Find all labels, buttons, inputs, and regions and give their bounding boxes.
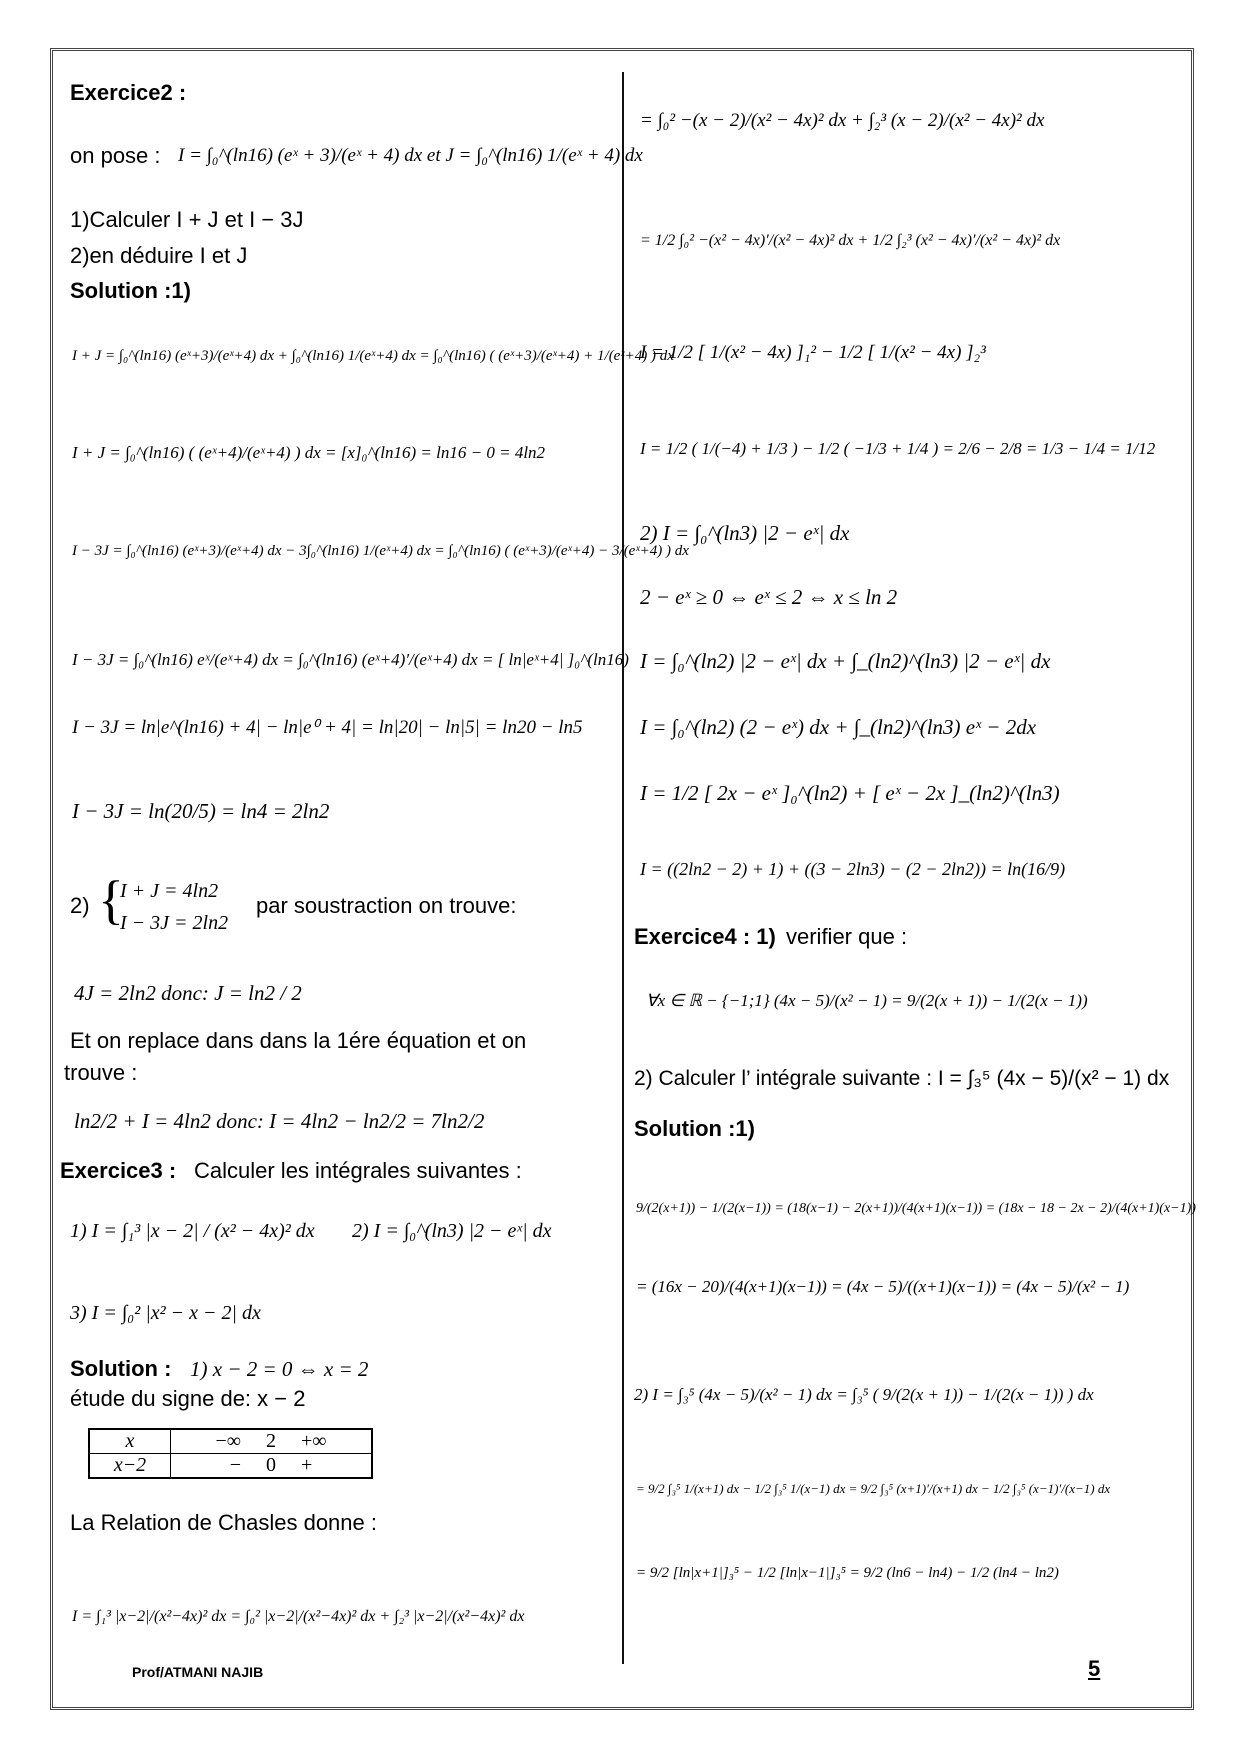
sign-table-x-values: −∞ 2 +∞ xyxy=(171,1429,373,1454)
exercise4-identity: ∀x ∈ ℝ − {−1;1} (4x − 5)/(x² − 1) = 9/(2(x + 1)) − 1/(2(x − 1)) xyxy=(646,991,1088,1010)
equation-i-plus-j-2: I + J = ∫₀^(ln16) ( (eˣ+4)/(eˣ+4) ) dx = [x]₀^(ln16) = ln16 − 0 = 4ln2 xyxy=(72,443,546,462)
sign-table-expr-values: − 0 + xyxy=(171,1454,373,1479)
right-equation-9: I = 1/2 [ 2x − eˣ ]₀^(ln2) + [ eˣ − 2x ]_(ln2)^(ln3) xyxy=(640,781,1060,805)
exercise4-title: Exercice4 : 1) xyxy=(634,924,776,949)
solution3-title: Solution : xyxy=(70,1356,172,1381)
exercise3-question-1: 1) I = ∫₁³ |x − 2| / (x² − 4x)² dx xyxy=(70,1220,315,1242)
exercise2-question-2: 2)en déduire I et J xyxy=(70,243,248,268)
right-equation-10: I = ((2ln2 − 2) + 1) + ((3 − 2ln3) − (2 − 2ln2)) = ln(16/9) xyxy=(640,859,1066,879)
right-equation-4: I = 1/2 ( 1/(−4) + 1/3 ) − 1/2 ( −1/3 + 1/4 ) = 2/6 − 2/8 = 1/3 − 1/4 = 1/12 xyxy=(640,439,1156,458)
exercise4-question-2: 2) Calculer l’ intégrale suivante : I = ∫₃⁵ (4x − 5)/(x² − 1) dx xyxy=(634,1067,1170,1090)
exercise3-question-2: 2) I = ∫₀^(ln3) |2 − eˣ| dx xyxy=(352,1220,552,1242)
equation-i-minus-3j-3: I − 3J = ln|e^(ln16) + 4| − ln|e⁰ + 4| = ln|20| − ln|5| = ln20 − ln5 xyxy=(72,717,583,738)
exercise4-text: verifier que : xyxy=(786,924,908,949)
replace-text-line-1: Et on replace dans dans la 1ére équation et on xyxy=(70,1028,527,1053)
equation-i-minus-3j-1: I − 3J = ∫₀^(ln16) (eˣ+3)/(eˣ+4) dx − 3∫₀^(ln16) 1/(eˣ+4) dx = ∫₀^(ln16) ( (eˣ+3)/(eˣ+4) − 3/(eˣ+4) ) dx xyxy=(72,543,689,559)
exercise2-pose-label: on pose : xyxy=(70,143,161,168)
right-equation-1: = ∫₀² −(x − 2)/(x² − 4x)² dx + ∫₂³ (x − 2)/(x² − 4x)² dx xyxy=(640,110,1045,131)
equation-i-minus-3j-4: I − 3J = ln(20/5) = ln4 = 2ln2 xyxy=(72,799,330,823)
right-equation-2: = 1/2 ∫₀² −(x² − 4x)′/(x² − 4x)² dx + 1/2 ∫₂³ (x² − 4x)′/(x² − 4x)² dx xyxy=(640,232,1061,249)
right-equation-13: 2) I = ∫₃⁵ (4x − 5)/(x² − 1) dx = ∫₃⁵ ( 9/(2(x + 1)) − 1/(2(x − 1)) ) dx xyxy=(634,1385,1094,1404)
equation-i-value: ln2/2 + I = 4ln2 donc: I = 4ln2 − ln2/2 = 7ln2/2 xyxy=(74,1109,485,1133)
footer-page-number: 5 xyxy=(1088,1656,1101,1681)
equation-i-plus-j-1: I + J = ∫₀^(ln16) (eˣ+3)/(eˣ+4) dx + ∫₀^(ln16) 1/(eˣ+4) dx = ∫₀^(ln16) ( (eˣ+3)/(eˣ+4) + 1/(eˣ+4) ) dx xyxy=(72,348,674,364)
right-equation-12: = (16x − 20)/(4(x+1)(x−1)) = (4x − 5)/((x+1)(x−1)) = (4x − 5)/(x² − 1) xyxy=(636,1277,1130,1296)
solution1-title: Solution :1) xyxy=(70,278,191,303)
right-equation-8: I = ∫₀^(ln2) (2 − eˣ) dx + ∫_(ln2)^(ln3) eˣ − 2dx xyxy=(640,715,1037,739)
footer-author: Prof/ATMANI NAJIB xyxy=(132,1664,264,1680)
exercise3-question-3: 3) I = ∫₀² |x² − x − 2| dx xyxy=(70,1302,261,1324)
right-equation-11: 9/(2(x+1)) − 1/(2(x−1)) = (18(x−1) − 2(x+1))/(4(x+1)(x−1)) = (18x − 18 − 2x − 2)/(4(x+1)(x−1)) xyxy=(636,1201,1196,1216)
equation-i-minus-3j-2: I − 3J = ∫₀^(ln16) eˣ/(eˣ+4) dx = ∫₀^(ln16) (eˣ+4)′/(eˣ+4) dx = [ ln|eˣ+4| ]₀^(ln16) xyxy=(72,650,629,669)
sign-table xyxy=(88,1428,373,1479)
exercise2-definitions: I = ∫₀^(ln16) (eˣ + 3)/(eˣ + 4) dx et J = ∫₀^(ln16) 1/(eˣ + 4) dx xyxy=(178,145,643,166)
solution4-title: Solution :1) xyxy=(634,1116,755,1141)
solution3-root: 1) x − 2 = 0 ⇔ x = 2 xyxy=(190,1357,369,1381)
right-equation-5: 2) I = ∫₀^(ln3) |2 − eˣ| dx xyxy=(640,521,850,545)
right-equation-6: 2 − eˣ ≥ 0 ⇔ eˣ ≤ 2 ⇔ x ≤ ln 2 xyxy=(640,585,898,609)
sign-table-expr-label: x−2 xyxy=(89,1454,171,1479)
system-text: par soustraction on trouve: xyxy=(256,893,517,918)
right-equation-3: I = 1/2 [ 1/(x² − 4x) ]₁² − 1/2 [ 1/(x² − 4x) ]₂³ xyxy=(640,342,986,363)
system-equation-2: I − 3J = 2ln2 xyxy=(120,912,229,934)
exercise2-question-1: 1)Calculer I + J et I − 3J xyxy=(70,207,304,232)
system-equation-1: I + J = 4ln2 xyxy=(120,880,219,902)
exercise3-title: Exercice3 : xyxy=(60,1158,177,1183)
system-label: 2) xyxy=(70,893,90,918)
exercise2-title: Exercice2 : xyxy=(70,80,187,105)
right-equation-15: = 9/2 [ln|x+1|]₃⁵ − 1/2 [ln|x−1|]₃⁵ = 9/2 (ln6 − ln4) − 1/2 (ln4 − ln2) xyxy=(636,1565,1059,1581)
column-divider xyxy=(622,72,624,1664)
chasles-text: La Relation de Chasles donne : xyxy=(70,1510,377,1535)
system-brace: { xyxy=(98,870,124,930)
right-equation-7: I = ∫₀^(ln2) |2 − eˣ| dx + ∫_(ln2)^(ln3) |2 − eˣ| dx xyxy=(640,649,1051,673)
sign-table-x-label: x xyxy=(89,1429,171,1454)
equation-j-value: 4J = 2ln2 donc: J = ln2 / 2 xyxy=(74,981,302,1005)
sign-study-text: étude du signe de: x − 2 xyxy=(70,1386,306,1411)
right-equation-14: = 9/2 ∫₃⁵ 1/(x+1) dx − 1/2 ∫₃⁵ 1/(x−1) dx = 9/2 ∫₃⁵ (x+1)′/(x+1) dx − 1/2 ∫₃⁵ (x−1)′/(x−1) dx xyxy=(636,1481,1111,1496)
replace-text-line-2: trouve : xyxy=(64,1060,138,1085)
exercise3-text: Calculer les intégrales suivantes : xyxy=(194,1158,522,1183)
equation-chasles: I = ∫₁³ |x−2|/(x²−4x)² dx = ∫₀² |x−2|/(x²−4x)² dx + ∫₂³ |x−2|/(x²−4x)² dx xyxy=(72,1608,525,1625)
